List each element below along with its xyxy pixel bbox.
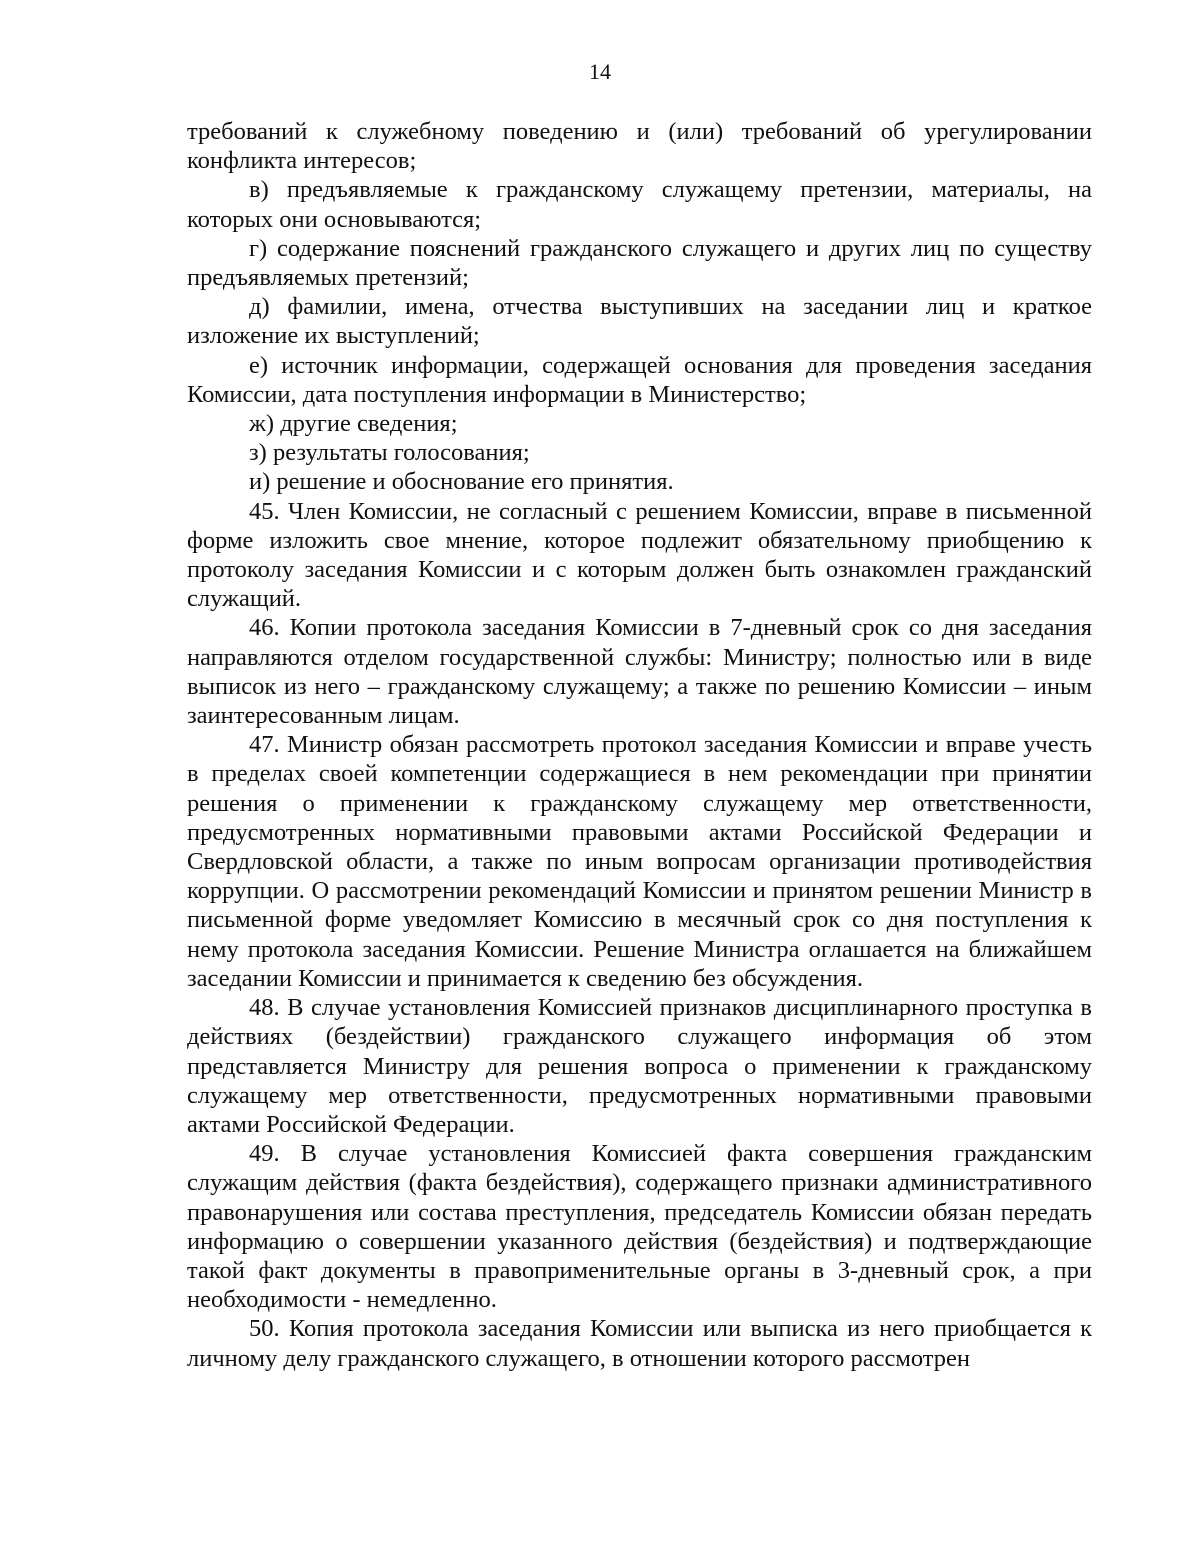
page-number: 14	[589, 59, 611, 84]
list-item-d: д) фамилии, имена, отчества выступивших на заседании лиц и краткое изложение их выступлений;	[187, 293, 1092, 350]
clause-46: 46. Копии протокола заседания Комиссии в 7-дневный срок со дня заседания направляются отделом государственной службы: Министру; полностью или в виде выписок из него – гражданскому служащему; а также по решению Комиссии – иным заинтересованным лицам.	[187, 614, 1092, 730]
list-item-i: и) решение и обоснование его принятия.	[249, 468, 674, 496]
clause-45: 45. Член Комиссии, не согласный с решением Комиссии, вправе в письменной форме изложить свое мнение, которое подлежит обязательному приобщению к протоколу заседания Комиссии и с которым должен быть ознакомлен гражданский служащий.	[187, 497, 1092, 613]
list-item-zh: ж) другие сведения;	[249, 410, 458, 438]
clause-49: 49. В случае установления Комиссией факта совершения гражданским служащим действия (факта бездействия), содержащего признаки административного правонарушения или состава преступления, председатель Комиссии обязан передать информацию о совершении указанного действия (бездействия) и подтверждающие такой факт документы в правоприменительные органы в 3-дневный срок, а при необходимости - немедленно.	[187, 1140, 1092, 1314]
clause-50: 50. Копия протокола заседания Комиссии или выписка из него приобщается к личному делу гражданского служащего, в отношении которого рассмотрен	[187, 1315, 1092, 1372]
document-body	[187, 117, 1092, 1373]
list-item-g: г) содержание пояснений гражданского служащего и других лиц по существу предъявляемых претензий;	[187, 234, 1092, 292]
clause-48: 48. В случае установления Комиссией признаков дисциплинарного проступка в действиях (бездействии) гражданского служащего информация об этом представляется Министру для решения вопроса о применении к гражданскому служащему мер ответственности, предусмотренных нормативными правовыми актами Российской Федерации.	[187, 994, 1092, 1138]
paragraph-continuation: требований к служебному поведению и (или) требований об урегулировании конфликта интересов;	[187, 118, 1092, 175]
list-item-z: з) результаты голосования;	[249, 439, 530, 467]
list-item-e: е) источник информации, содержащей основания для проведения заседания Комиссии, дата поступления информации в Министерство;	[187, 351, 1092, 408]
clause-47: 47. Министр обязан рассмотреть протокол заседания Комиссии и вправе учесть в пределах своей компетенции содержащиеся в нем рекомендации при принятии решения о применении к гражданскому служащему мер ответственности, предусмотренных нормативными правовыми актами Российской Федерации и Свердловской области, а также по иным вопросам организации противодействия коррупции. О рассмотрении рекомендаций Комиссии и принятом решении Министр в письменной форме уведомляет Комиссию в месячный срок со дня поступления к нему протокола заседания Комиссии. Решение Министра оглашается на ближайшем заседании Комиссии и принимается к сведению без обсуждения.	[187, 731, 1092, 992]
list-item-v: в) предъявляемые к гражданскому служащему претензии, материалы, на которых они основываются;	[187, 176, 1092, 233]
